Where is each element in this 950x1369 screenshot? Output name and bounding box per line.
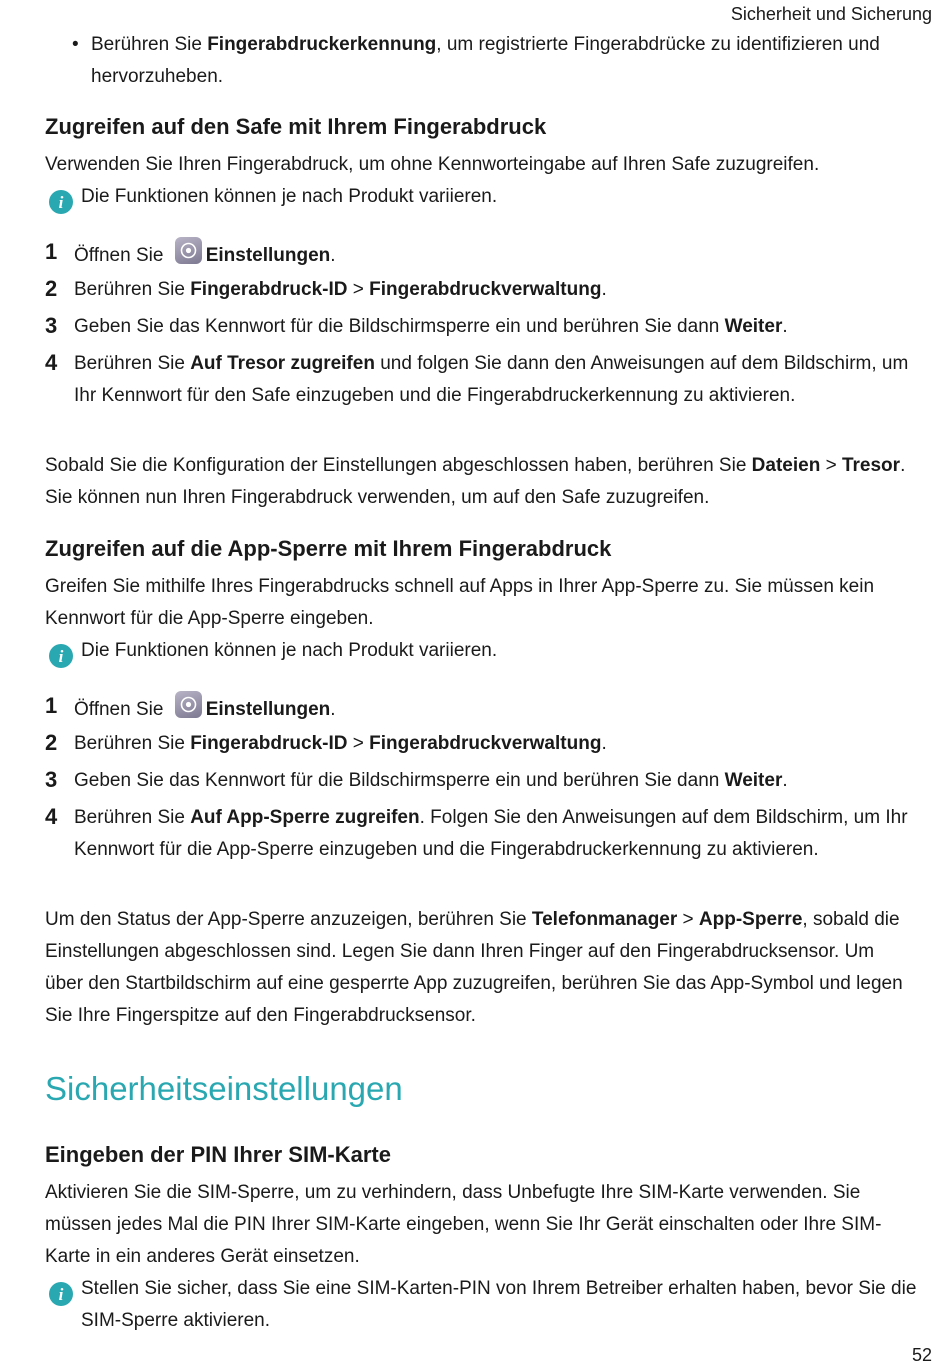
bullet-dot-icon: • (72, 34, 79, 55)
safe-step-1: 1 Öffnen Sie Einstellungen. (45, 239, 336, 266)
applock-intro: Greifen Sie mithilfe Ihres Fingerabdrucks schnell auf Apps in Ihrer App-Sperre zu. Sie müssen kein Kennwort für die App-Sperre eingeben. (45, 576, 875, 629)
applock-step-1: 1 Öffnen Sie Einstellungen. (45, 693, 336, 720)
svg-text:i: i (58, 647, 64, 666)
applock-heading: Zugreifen auf die App-Sperre mit Ihrem Fingerabdruck (45, 536, 612, 561)
safe-note: i Die Funktionen können je nach Produkt variieren. (48, 181, 918, 213)
safe-heading: Zugreifen auf den Safe mit Ihrem Fingerabdruck (45, 114, 547, 139)
intro-bullet (72, 29, 912, 93)
applock-step-4: 4 Berühren Sie Auf App-Sperre zugreifen. Folgen Sie den Anweisungen auf dem Bildschirm, um Ihr Kennwort für die App-Sperre einzugeben und die Fingerabdruckerkennung zu aktivieren. (45, 804, 908, 860)
bullet-text: Berühren Sie Fingerabdruckerkennung, um registrierte Fingerabdrücke zu identifizieren und hervorzuheben. (91, 34, 880, 87)
svg-text:i: i (58, 193, 64, 212)
section-title: Sicherheitseinstellungen (45, 1070, 403, 1107)
info-icon (48, 1281, 74, 1307)
info-icon (48, 189, 74, 215)
applock-step-3: 3 Geben Sie das Kennwort für die Bildschirmsperre ein und berühren Sie dann Weiter. (45, 767, 788, 792)
safe-step-3: 3 Geben Sie das Kennwort für die Bildschirmsperre ein und berühren Sie dann Weiter. (45, 313, 788, 338)
svg-text:i: i (58, 1285, 64, 1304)
info-icon (48, 643, 74, 669)
running-header: Sicherheit und Sicherung (730, 4, 932, 24)
applock-step-2: 2 Berühren Sie Fingerabdruck-ID > Fingerabdruckverwaltung. (45, 730, 607, 755)
safe-intro: Verwenden Sie Ihren Fingerabdruck, um ohne Kennworteingabe auf Ihren Safe zuzugreifen. (45, 154, 820, 175)
safe-step-2: 2 Berühren Sie Fingerabdruck-ID > Fingerabdruckverwaltung. (45, 276, 607, 301)
sim-heading: Eingeben der PIN Ihrer SIM-Karte (45, 1142, 391, 1167)
sim-intro: Aktivieren Sie die SIM-Sperre, um zu verhindern, dass Unbefugte Ihre SIM-Karte verwenden. Sie müssen jedes Mal die PIN Ihrer SIM-Karte eingeben, wenn Sie Ihr Gerät einschalten oder Ihre SIM-Karte in ein anderes Gerät einsetzen. (45, 1182, 882, 1267)
settings-app-icon (175, 691, 202, 718)
applock-outro: Um den Status der App-Sperre anzuzeigen, berühren Sie Telefonmanager > App-Sperre, sobald die Einstellungen abgeschlossen sind. Legen Sie dann Ihren Finger auf den Fingerabdrucksensor. Um über den Startbildschirm auf eine gesperrte App zuzugreifen, berühren Sie das App-Symbol und legen Sie Ihre Fingerspitze auf den Fingerabdrucksensor. (45, 909, 903, 1026)
safe-step-4: 4 Berühren Sie Auf Tresor zugreifen und folgen Sie dann den Anweisungen auf dem Bildschirm, um Ihr Kennwort für den Safe einzugeben und die Fingerabdruckerkennung zu aktivieren. (45, 350, 909, 406)
page-number: 52 (911, 1345, 932, 1365)
settings-app-icon (175, 237, 202, 264)
applock-note: i Die Funktionen können je nach Produkt variieren. (48, 635, 918, 667)
sim-note: i Stellen Sie sicher, dass Sie eine SIM-Karten-PIN von Ihrem Betreiber erhalten haben, bevor Sie die SIM-Sperre aktivieren. (48, 1273, 918, 1337)
safe-outro: Sobald Sie die Konfiguration der Einstellungen abgeschlossen haben, berühren Sie Dateien > Tresor. Sie können nun Ihren Fingerabdruck verwenden, um auf den Safe zuzugreifen. (45, 455, 906, 508)
